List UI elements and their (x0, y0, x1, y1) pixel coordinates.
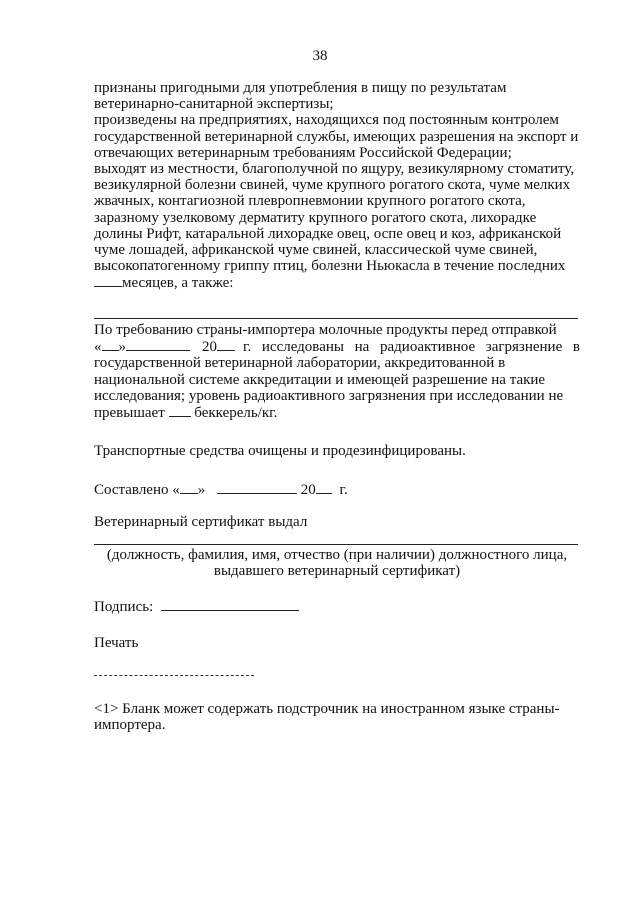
text-line: исследования; уровень радиоактивного загрязнения при исследовании не (94, 387, 564, 404)
months-text: месяцев, а также: (122, 275, 234, 292)
page-number: 38 (312, 48, 328, 64)
text-line: национальной системе аккредитации и имеющей разрешение на такие (94, 371, 546, 388)
year-blank-field[interactable] (217, 338, 235, 351)
signature-field[interactable] (161, 598, 299, 611)
conditions-paragraph (94, 80, 580, 292)
day-blank-field[interactable] (102, 338, 119, 351)
text-line: ветеринарно-санитарной экспертизы; (94, 96, 334, 113)
transport-statement: Транспортные средства очищены и продезинфицированы. (94, 443, 466, 459)
date-line (94, 338, 580, 355)
limit-line (94, 404, 580, 421)
text-line: признаны пригодными для употребления в пищу по результатам (94, 80, 507, 96)
official-position-field[interactable] (94, 544, 578, 545)
year-prefix: 20 (202, 339, 217, 356)
quote-open: « (94, 339, 102, 356)
text-line: заразному узелковому дерматиту крупного рогатого скота, лихорадке (94, 209, 537, 226)
footnote-separator (94, 675, 254, 676)
compiled-year-field[interactable] (316, 481, 332, 494)
footnote (94, 701, 580, 733)
signature-line (94, 598, 299, 615)
issued-by-label: Ветеринарный сертификат выдал (94, 514, 308, 530)
compiled-month-field[interactable] (217, 481, 297, 494)
text-line: государственной ветеринарной лаборатории, аккредитованной в (94, 355, 506, 372)
text-line: чуме лошадей, африканской чуме свиней, классической чуме свиней, (94, 242, 538, 259)
footnote-line: импортера. (94, 717, 166, 734)
radioactivity-paragraph (94, 322, 580, 421)
separator-line (94, 318, 578, 319)
text-line: долины Рифт, катаральной лихорадке овец, оспе овец и коз, африканской (94, 225, 562, 242)
compiled-line (94, 481, 348, 498)
text-segment: беккерель/кг. (194, 405, 278, 422)
text-line: По требованию страны-импортера молочные продукты перед отправкой (94, 322, 557, 338)
text-line: везикулярной болезни свиней, чуме крупного рогатого скота, чуме мелких (94, 177, 571, 194)
caption-line: (должность, фамилия, имя, отчество (при наличии) должностного лица, (106, 547, 568, 563)
text-line: отвечающих ветеринарным требованиям Российской Федерации; (94, 144, 512, 161)
compiled-day-field[interactable] (180, 481, 198, 494)
months-line (94, 274, 580, 291)
quote-close: » (197, 482, 206, 498)
text-line: государственной ветеринарной службы, имеющих разрешения на экспорт и (94, 128, 579, 145)
year-suffix: г. (339, 482, 348, 498)
text-segment: превышает (94, 405, 165, 422)
year-prefix: 20 (300, 482, 316, 498)
text-line: произведены на предприятиях, находящихся под постоянным контролем (94, 112, 559, 129)
months-blank-field[interactable] (94, 274, 122, 287)
caption-line: выдавшего ветеринарный сертификат) (213, 563, 461, 580)
becquerel-blank-field[interactable] (169, 404, 191, 417)
footnote-line: <1> Бланк может содержать подстрочник на иностранном языке страны- (94, 701, 560, 717)
quote-close: » (118, 339, 126, 356)
text-line: высокопатогенному гриппу птиц, болезни Ньюкасла в течение последних (94, 258, 566, 275)
quote-open: « (172, 482, 180, 498)
signature-label: Подпись: (94, 599, 154, 615)
stamp-label: Печать (94, 635, 139, 651)
compiled-label: Составлено (94, 482, 169, 498)
month-blank-field[interactable] (126, 338, 190, 351)
text-line: выходят из местности, благополучной по ящуру, везикулярному стоматиту, (94, 161, 575, 178)
position-caption (94, 547, 580, 579)
text-line: г. исследованы на радиоактивное загрязнение в (243, 339, 580, 356)
text-line: жвачных, контагиозной плевропневмонии крупного рогатого скота, (94, 193, 526, 210)
